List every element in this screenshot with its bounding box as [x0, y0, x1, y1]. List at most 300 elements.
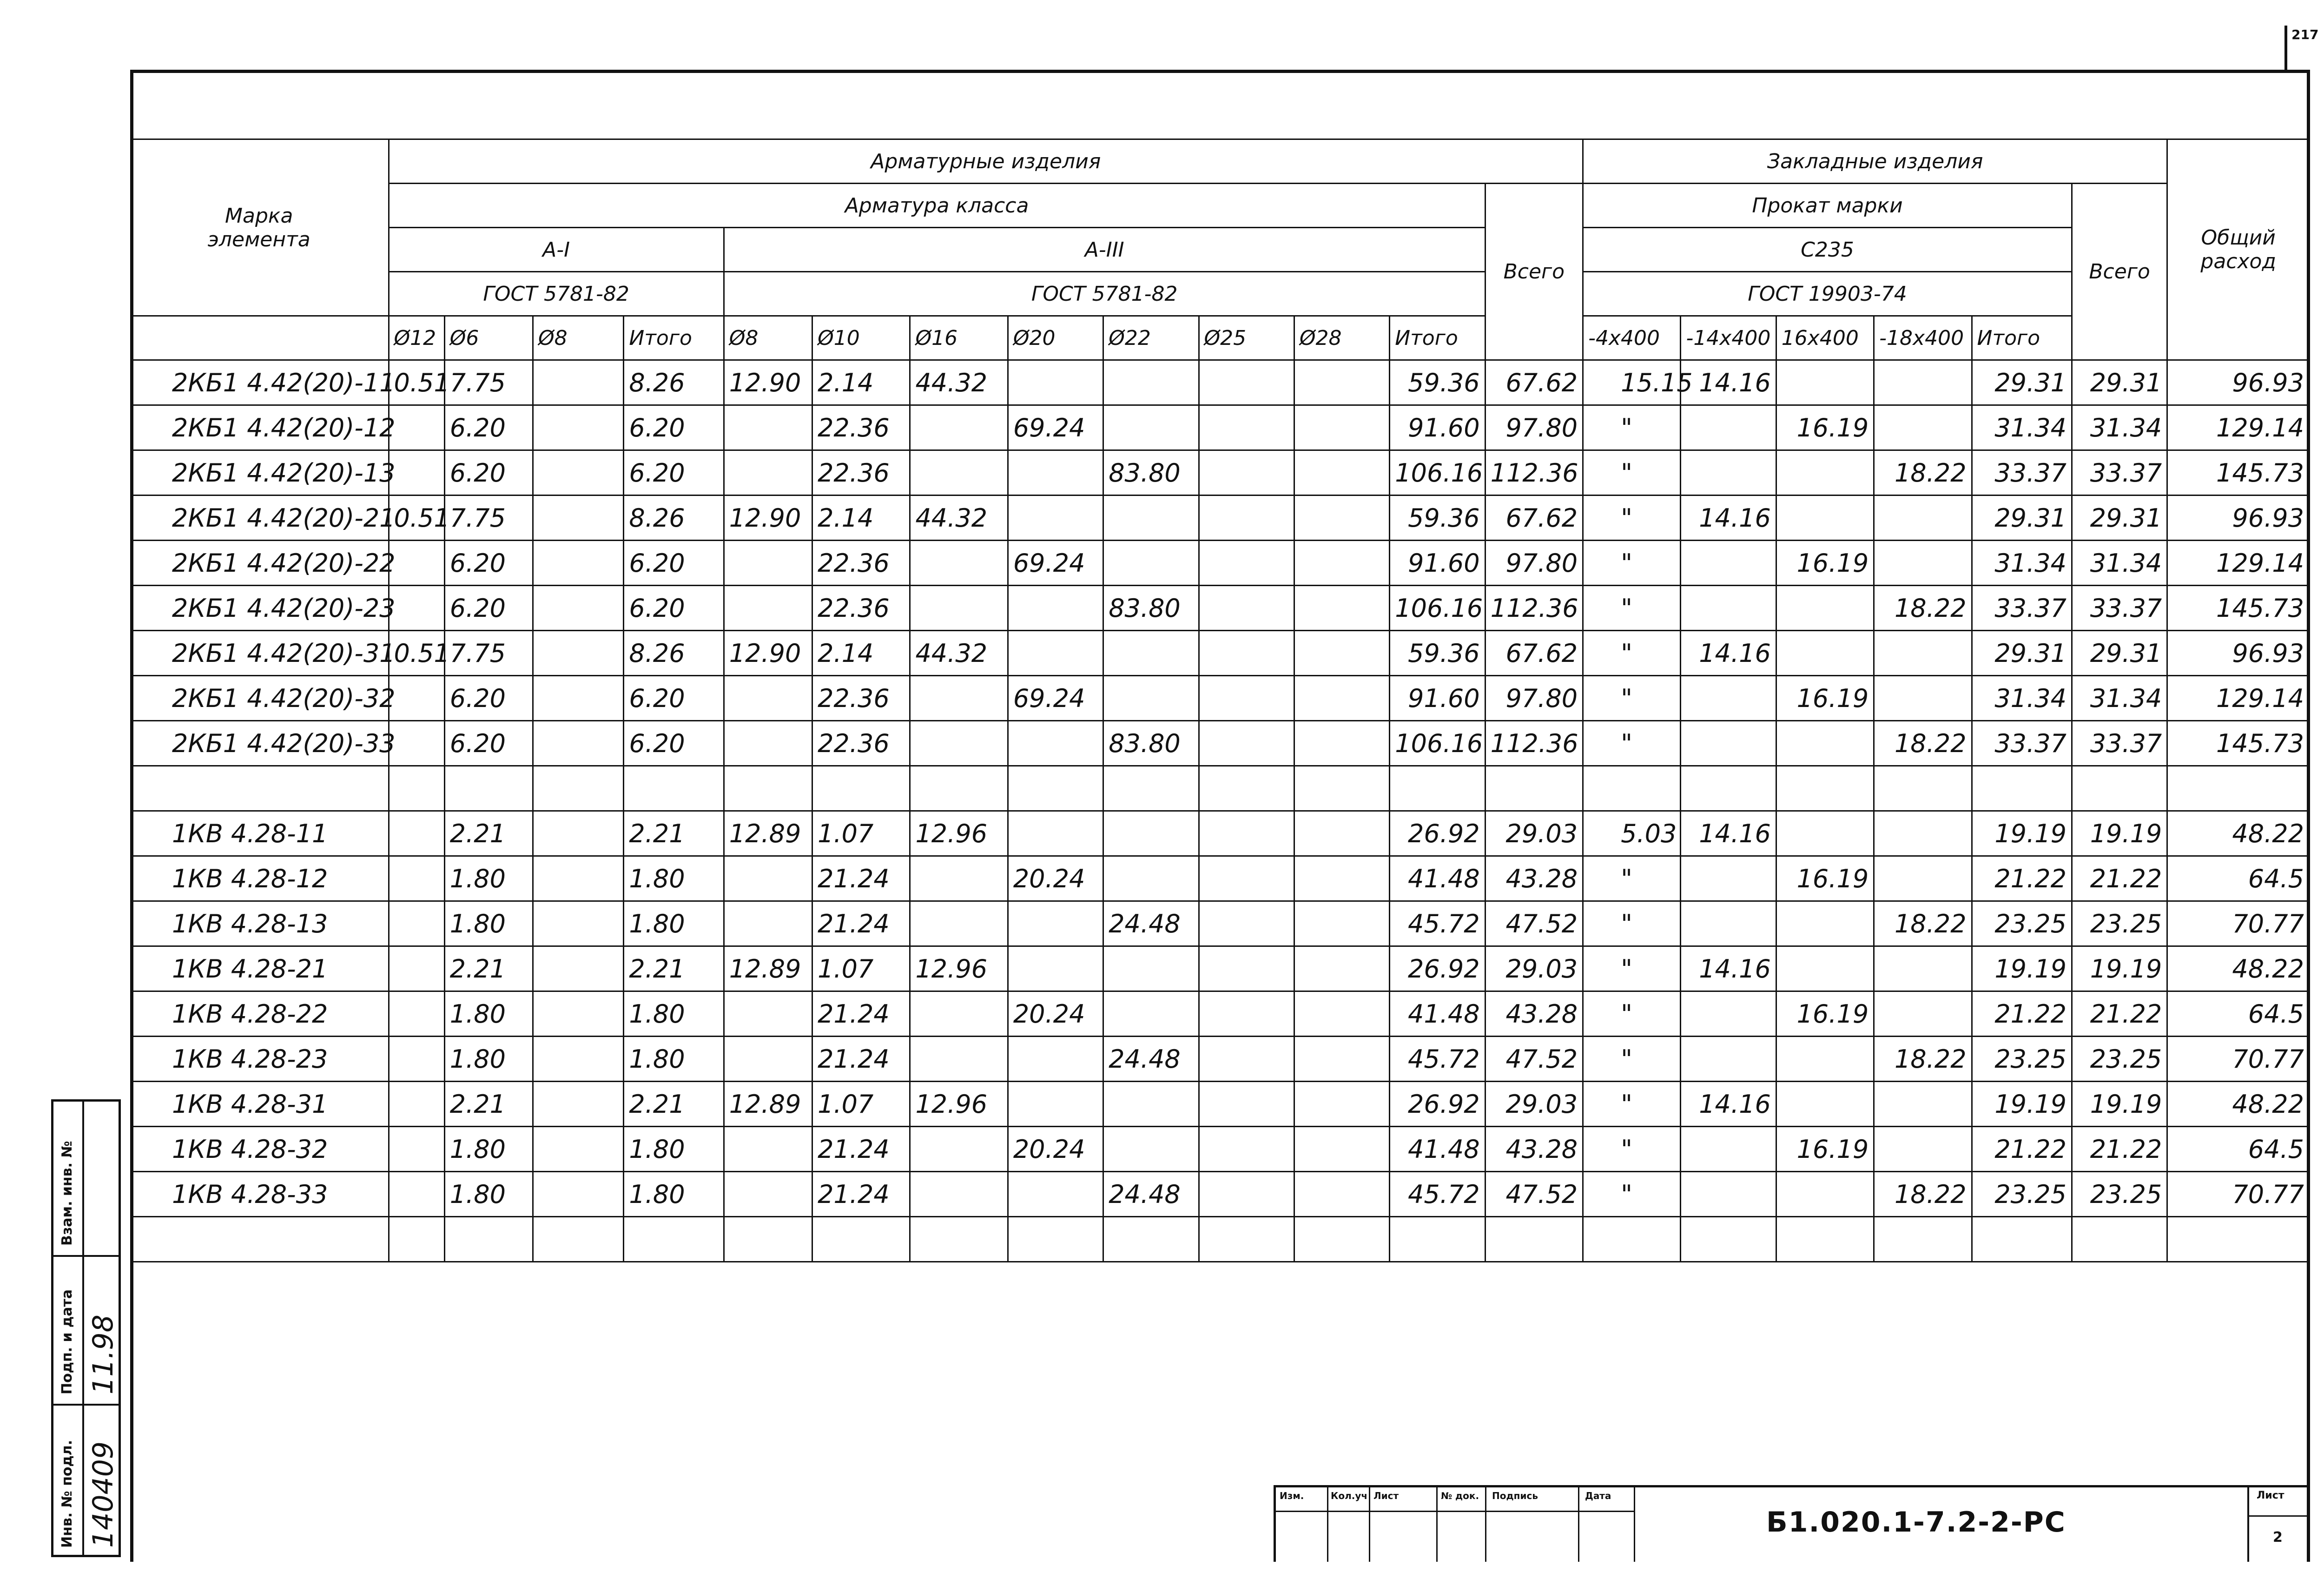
table-cell [533, 946, 624, 991]
header-embedded: Закладные изделия [1583, 139, 2167, 184]
table-cell [910, 586, 1008, 631]
table-cell [2072, 766, 2167, 811]
table-cell [1390, 766, 1485, 811]
table-cell [2167, 1217, 2310, 1262]
table-cell [724, 541, 812, 586]
table-cell: 83.80 [1103, 586, 1199, 631]
table-cell [1294, 405, 1389, 450]
table-cell: 20.24 [1008, 856, 1103, 901]
table-cell [389, 405, 444, 450]
table-cell: 16.19 [1776, 405, 1874, 450]
table-cell: 31.34 [1972, 541, 2072, 586]
table-row [130, 1217, 2310, 1262]
table-cell: 22.36 [812, 405, 910, 450]
element-mark: 2КБ1 4.42(20)-12 [130, 405, 389, 450]
table-cell: 12.90 [724, 495, 812, 541]
header-gost-a1: ГОСТ 5781-82 [389, 272, 724, 316]
table-cell [1008, 495, 1103, 541]
table-cell: 69.24 [1008, 405, 1103, 450]
table-cell [1294, 1037, 1389, 1082]
table-cell [1681, 991, 1776, 1037]
table-cell: 19.19 [2072, 946, 2167, 991]
table-cell: 0.51 [389, 631, 444, 676]
table-cell: 59.36 [1390, 631, 1485, 676]
table-cell [389, 676, 444, 721]
table-cell [624, 766, 724, 811]
header-diameter-4: Ø8 [724, 316, 812, 360]
element-mark: 2КБ1 4.42(20)-32 [130, 676, 389, 721]
table-cell: 2.21 [444, 1082, 533, 1127]
table-cell: 19.19 [1972, 811, 2072, 856]
specification-table [130, 139, 2310, 1262]
header-diameter-6: Ø16 [910, 316, 1008, 360]
table-cell [1008, 631, 1103, 676]
header-rebar-class: Арматура класса [389, 184, 1485, 228]
table-cell [1199, 991, 1294, 1037]
table-cell: 64.5 [2167, 856, 2310, 901]
table-cell [1874, 946, 1972, 991]
table-cell [1874, 360, 1972, 405]
table-cell [533, 766, 624, 811]
table-cell [1199, 586, 1294, 631]
table-cell [533, 991, 624, 1037]
table-cell [533, 541, 624, 586]
table-cell: 23.25 [2072, 901, 2167, 946]
table-cell: 5.03 [1583, 811, 1681, 856]
table-cell: 18.22 [1874, 586, 1972, 631]
header-diameter-row [130, 316, 2310, 360]
table-cell [1294, 360, 1389, 405]
table-cell: 1.80 [444, 1037, 533, 1082]
table-cell [724, 766, 812, 811]
element-mark: 2КБ1 4.42(20)-21 [130, 495, 389, 541]
page-number-tick [2284, 26, 2287, 72]
table-cell: 23.25 [1972, 1172, 2072, 1217]
table-cell [1874, 1217, 1972, 1262]
table-cell: 19.19 [1972, 946, 2072, 991]
table-cell [724, 586, 812, 631]
table-cell: 1.07 [812, 946, 910, 991]
table-cell: 145.73 [2167, 721, 2310, 766]
table-cell [910, 1037, 1008, 1082]
table-cell: " [1583, 1127, 1681, 1172]
table-cell: 19.19 [1972, 1082, 2072, 1127]
table-cell: 24.48 [1103, 1172, 1199, 1217]
table-cell: 2.21 [624, 811, 724, 856]
table-cell [533, 721, 624, 766]
header-rebar-products: Арматурные изделия [389, 139, 1583, 184]
table-cell: 22.36 [812, 586, 910, 631]
table-cell [1681, 1217, 1776, 1262]
document-code: Б1.020.1-7.2-2-РС [1766, 1506, 2066, 1539]
table-cell: 16.19 [1776, 856, 1874, 901]
table-cell [1008, 1217, 1103, 1262]
table-row [130, 946, 2310, 991]
table-cell: 2.14 [812, 631, 910, 676]
element-mark: 1КВ 4.28-11 [130, 811, 389, 856]
table-cell [1008, 586, 1103, 631]
table-cell [1103, 856, 1199, 901]
table-cell [1776, 450, 1874, 495]
table-cell: 14.16 [1681, 360, 1776, 405]
table-cell [1874, 1127, 1972, 1172]
table-cell [444, 766, 533, 811]
table-cell [1874, 676, 1972, 721]
table-cell [1485, 766, 1583, 811]
header-diameter-5: Ø10 [812, 316, 910, 360]
table-cell [533, 1127, 624, 1172]
table-cell [533, 405, 624, 450]
table-cell: 12.96 [910, 811, 1008, 856]
table-cell: 47.52 [1485, 1037, 1583, 1082]
table-cell [1103, 541, 1199, 586]
table-cell: 96.93 [2167, 495, 2310, 541]
element-mark: 2КБ1 4.42(20)-11 [130, 360, 389, 405]
table-cell [533, 1217, 624, 1262]
element-mark: 1КВ 4.28-22 [130, 991, 389, 1037]
header-plate-0: -4x400 [1583, 316, 1681, 360]
table-cell: 41.48 [1390, 856, 1485, 901]
table-cell: " [1583, 495, 1681, 541]
table-cell [1294, 450, 1389, 495]
table-cell [1294, 1217, 1389, 1262]
side-stamp [51, 1099, 121, 1557]
table-cell: 7.75 [444, 360, 533, 405]
table-cell: 67.62 [1485, 360, 1583, 405]
header-diameter-0: Ø12 [389, 316, 444, 360]
table-cell [1199, 1082, 1294, 1127]
table-cell: 22.36 [812, 676, 910, 721]
table-cell [1681, 766, 1776, 811]
table-cell: 21.22 [2072, 856, 2167, 901]
header-diameter-3: Итого [624, 316, 724, 360]
table-cell [1294, 991, 1389, 1037]
table-cell: 112.36 [1485, 450, 1583, 495]
table-cell: 21.22 [2072, 1127, 2167, 1172]
table-cell [533, 450, 624, 495]
table-cell [1294, 495, 1389, 541]
table-cell [1008, 766, 1103, 811]
table-cell [1008, 721, 1103, 766]
table-cell [910, 1172, 1008, 1217]
table-cell: 43.28 [1485, 856, 1583, 901]
table-cell: 0.51 [389, 360, 444, 405]
table-cell: 19.19 [2072, 1082, 2167, 1127]
table-cell: 12.96 [910, 1082, 1008, 1127]
table-cell [444, 1217, 533, 1262]
table-cell [1199, 631, 1294, 676]
table-cell: 43.28 [1485, 991, 1583, 1037]
table-cell: 18.22 [1874, 901, 1972, 946]
title-header-line [1276, 1511, 1634, 1512]
table-cell [1874, 541, 1972, 586]
table-cell: 20.24 [1008, 1127, 1103, 1172]
table-cell [1776, 631, 1874, 676]
table-cell: 6.20 [444, 450, 533, 495]
header-plate-2: 16x400 [1776, 316, 1874, 360]
table-cell: 21.24 [812, 1172, 910, 1217]
table-cell [1294, 856, 1389, 901]
inv-no-label: Инв. № подл. [59, 1440, 75, 1548]
table-cell [1199, 405, 1294, 450]
table-cell [389, 1217, 444, 1262]
table-cell: 21.22 [2072, 991, 2167, 1037]
table-cell [1103, 631, 1199, 676]
table-cell [1776, 1037, 1874, 1082]
table-cell [1776, 1217, 1874, 1262]
table-cell: 91.60 [1390, 676, 1485, 721]
table-cell [1199, 1037, 1294, 1082]
sheet-number: 2 [2273, 1529, 2283, 1546]
element-mark: 1КВ 4.28-23 [130, 1037, 389, 1082]
element-mark: 1КВ 4.28-13 [130, 901, 389, 946]
table-cell: 91.60 [1390, 405, 1485, 450]
title-hdr-3: № док. [1441, 1490, 1479, 1501]
table-cell: 12.96 [910, 946, 1008, 991]
table-cell [724, 856, 812, 901]
table-cell: 21.22 [1972, 991, 2072, 1037]
table-cell: 20.24 [1008, 991, 1103, 1037]
table-cell [533, 360, 624, 405]
table-row [130, 405, 2310, 450]
table-cell [1681, 901, 1776, 946]
header-mark: Марка элемента [130, 139, 389, 316]
table-cell: " [1583, 541, 1681, 586]
table-cell [533, 811, 624, 856]
table-cell: 12.89 [724, 1082, 812, 1127]
table-cell: 145.73 [2167, 586, 2310, 631]
table-cell: 97.80 [1485, 676, 1583, 721]
table-cell: 1.80 [624, 1127, 724, 1172]
table-cell: 31.34 [2072, 676, 2167, 721]
table-cell: 1.07 [812, 811, 910, 856]
table-cell: 2.21 [624, 1082, 724, 1127]
table-cell: 23.25 [1972, 901, 2072, 946]
table-cell: 19.19 [2072, 811, 2167, 856]
table-cell: 1.80 [624, 991, 724, 1037]
table-cell [1103, 1127, 1199, 1172]
table-cell: 106.16 [1390, 586, 1485, 631]
table-cell: 29.31 [2072, 631, 2167, 676]
title-sheet-line [2247, 1515, 2310, 1517]
table-cell [1199, 450, 1294, 495]
table-cell: 69.24 [1008, 676, 1103, 721]
table-cell [533, 1172, 624, 1217]
table-cell [910, 1127, 1008, 1172]
table-cell: 6.20 [444, 676, 533, 721]
table-cell [1485, 1217, 1583, 1262]
table-cell: 16.19 [1776, 991, 1874, 1037]
table-cell: 1.80 [444, 856, 533, 901]
table-cell: 6.20 [444, 405, 533, 450]
table-cell [1199, 495, 1294, 541]
table-cell: 29.31 [1972, 360, 2072, 405]
table-cell: 26.92 [1390, 946, 1485, 991]
table-cell [1681, 676, 1776, 721]
page-number: 217 [2291, 27, 2319, 42]
table-cell: 43.28 [1485, 1127, 1583, 1172]
element-mark: 2КБ1 4.42(20)-33 [130, 721, 389, 766]
table-cell: 29.31 [2072, 495, 2167, 541]
table-cell [1199, 1172, 1294, 1217]
title-hdr-1: Кол.уч [1331, 1490, 1368, 1501]
table-cell: 8.26 [624, 360, 724, 405]
table-cell [389, 1082, 444, 1127]
table-cell: 6.20 [624, 541, 724, 586]
table-cell [533, 1037, 624, 1082]
table-cell [533, 586, 624, 631]
sheet-label: Лист [2257, 1490, 2284, 1501]
table-cell: 15.15 [1583, 360, 1681, 405]
table-row [130, 1037, 2310, 1082]
table-cell: " [1583, 1172, 1681, 1217]
table-cell [910, 1217, 1008, 1262]
table-cell: 21.24 [812, 1127, 910, 1172]
table-cell [1874, 811, 1972, 856]
table-cell [1972, 766, 2072, 811]
table-cell: 70.77 [2167, 901, 2310, 946]
table-cell [1199, 541, 1294, 586]
table-cell [1103, 495, 1199, 541]
table-cell: 1.80 [624, 856, 724, 901]
table-cell [1776, 946, 1874, 991]
table-cell [1103, 811, 1199, 856]
table-row [130, 1127, 2310, 1172]
table-cell [1874, 405, 1972, 450]
table-row [130, 586, 2310, 631]
table-cell [910, 676, 1008, 721]
header-total-embedded: Всего [2072, 184, 2167, 360]
table-cell: 12.89 [724, 811, 812, 856]
table-cell: 0.51 [389, 495, 444, 541]
table-cell: " [1583, 586, 1681, 631]
table-cell [1776, 360, 1874, 405]
table-cell: 44.32 [910, 631, 1008, 676]
table-cell [1776, 495, 1874, 541]
table-row [130, 1172, 2310, 1217]
element-mark: 2КБ1 4.42(20)-31 [130, 631, 389, 676]
table-cell [389, 856, 444, 901]
table-cell: 64.5 [2167, 1127, 2310, 1172]
table-cell: 6.20 [624, 586, 724, 631]
element-mark [130, 1217, 389, 1262]
table-cell [1199, 856, 1294, 901]
table-cell: 26.92 [1390, 1082, 1485, 1127]
table-cell: 29.31 [1972, 631, 2072, 676]
table-cell [1199, 360, 1294, 405]
table-cell [1199, 1217, 1294, 1262]
table-cell: 70.77 [2167, 1172, 2310, 1217]
table-cell [389, 541, 444, 586]
table-cell: 18.22 [1874, 1172, 1972, 1217]
table-cell [724, 991, 812, 1037]
table-cell: 8.26 [624, 495, 724, 541]
table-row [130, 766, 2310, 811]
table-cell [1294, 721, 1389, 766]
table-row [130, 495, 2310, 541]
table-cell [1583, 766, 1681, 811]
header-gost-steel: ГОСТ 19903-74 [1583, 272, 2072, 316]
table-cell [1972, 1217, 2072, 1262]
table-header [130, 139, 2310, 360]
table-cell: 29.31 [1972, 495, 2072, 541]
table-cell: 31.34 [2072, 405, 2167, 450]
table-cell: 6.20 [624, 676, 724, 721]
table-cell [1199, 721, 1294, 766]
table-cell: 21.24 [812, 991, 910, 1037]
table-cell: 48.22 [2167, 811, 2310, 856]
header-mark-spacer [130, 316, 389, 360]
replace-inv-label: Взам. инв. № [59, 1141, 75, 1246]
table-cell [1681, 405, 1776, 450]
table-cell [812, 1217, 910, 1262]
table-cell [724, 450, 812, 495]
table-cell [1681, 541, 1776, 586]
table-cell: 14.16 [1681, 811, 1776, 856]
table-cell: 96.93 [2167, 360, 2310, 405]
table-cell [1294, 1172, 1389, 1217]
table-cell: 6.20 [624, 405, 724, 450]
table-cell: 23.25 [1972, 1037, 2072, 1082]
table-cell [1681, 450, 1776, 495]
table-cell [1199, 1127, 1294, 1172]
element-mark [130, 766, 389, 811]
table-cell [1294, 541, 1389, 586]
table-cell: 22.36 [812, 450, 910, 495]
table-cell: 33.37 [2072, 450, 2167, 495]
table-cell [1776, 1172, 1874, 1217]
table-cell [1874, 766, 1972, 811]
table-cell [910, 541, 1008, 586]
table-cell [1103, 360, 1199, 405]
table-row [130, 450, 2310, 495]
table-cell: 48.22 [2167, 1082, 2310, 1127]
table-cell [1294, 1082, 1389, 1127]
table-cell [1874, 1082, 1972, 1127]
table-cell [1294, 1127, 1389, 1172]
table-cell: 44.32 [910, 495, 1008, 541]
table-cell: 129.14 [2167, 676, 2310, 721]
table-cell: 33.37 [1972, 450, 2072, 495]
table-cell [910, 405, 1008, 450]
table-cell: 2.21 [624, 946, 724, 991]
table-cell [2167, 766, 2310, 811]
table-cell [1776, 1082, 1874, 1127]
table-cell [1776, 586, 1874, 631]
table-cell: 21.24 [812, 901, 910, 946]
table-row [130, 1082, 2310, 1127]
table-cell: 7.75 [444, 631, 533, 676]
table-cell [1390, 1217, 1485, 1262]
element-mark: 2КБ1 4.42(20)-22 [130, 541, 389, 586]
table-cell [1199, 811, 1294, 856]
table-cell [1008, 1037, 1103, 1082]
table-cell [624, 1217, 724, 1262]
table-cell [812, 766, 910, 811]
table-cell: 2.21 [444, 946, 533, 991]
table-cell: 33.37 [2072, 586, 2167, 631]
table-cell: 47.52 [1485, 901, 1583, 946]
header-steel: С235 [1583, 228, 2072, 272]
table-cell [1583, 1217, 1681, 1262]
table-cell [1008, 450, 1103, 495]
table-cell: " [1583, 676, 1681, 721]
header-plate-3: -18x400 [1874, 316, 1972, 360]
table-cell [533, 1082, 624, 1127]
table-cell [1874, 856, 1972, 901]
table-cell: 1.07 [812, 1082, 910, 1127]
table-cell: 14.16 [1681, 495, 1776, 541]
